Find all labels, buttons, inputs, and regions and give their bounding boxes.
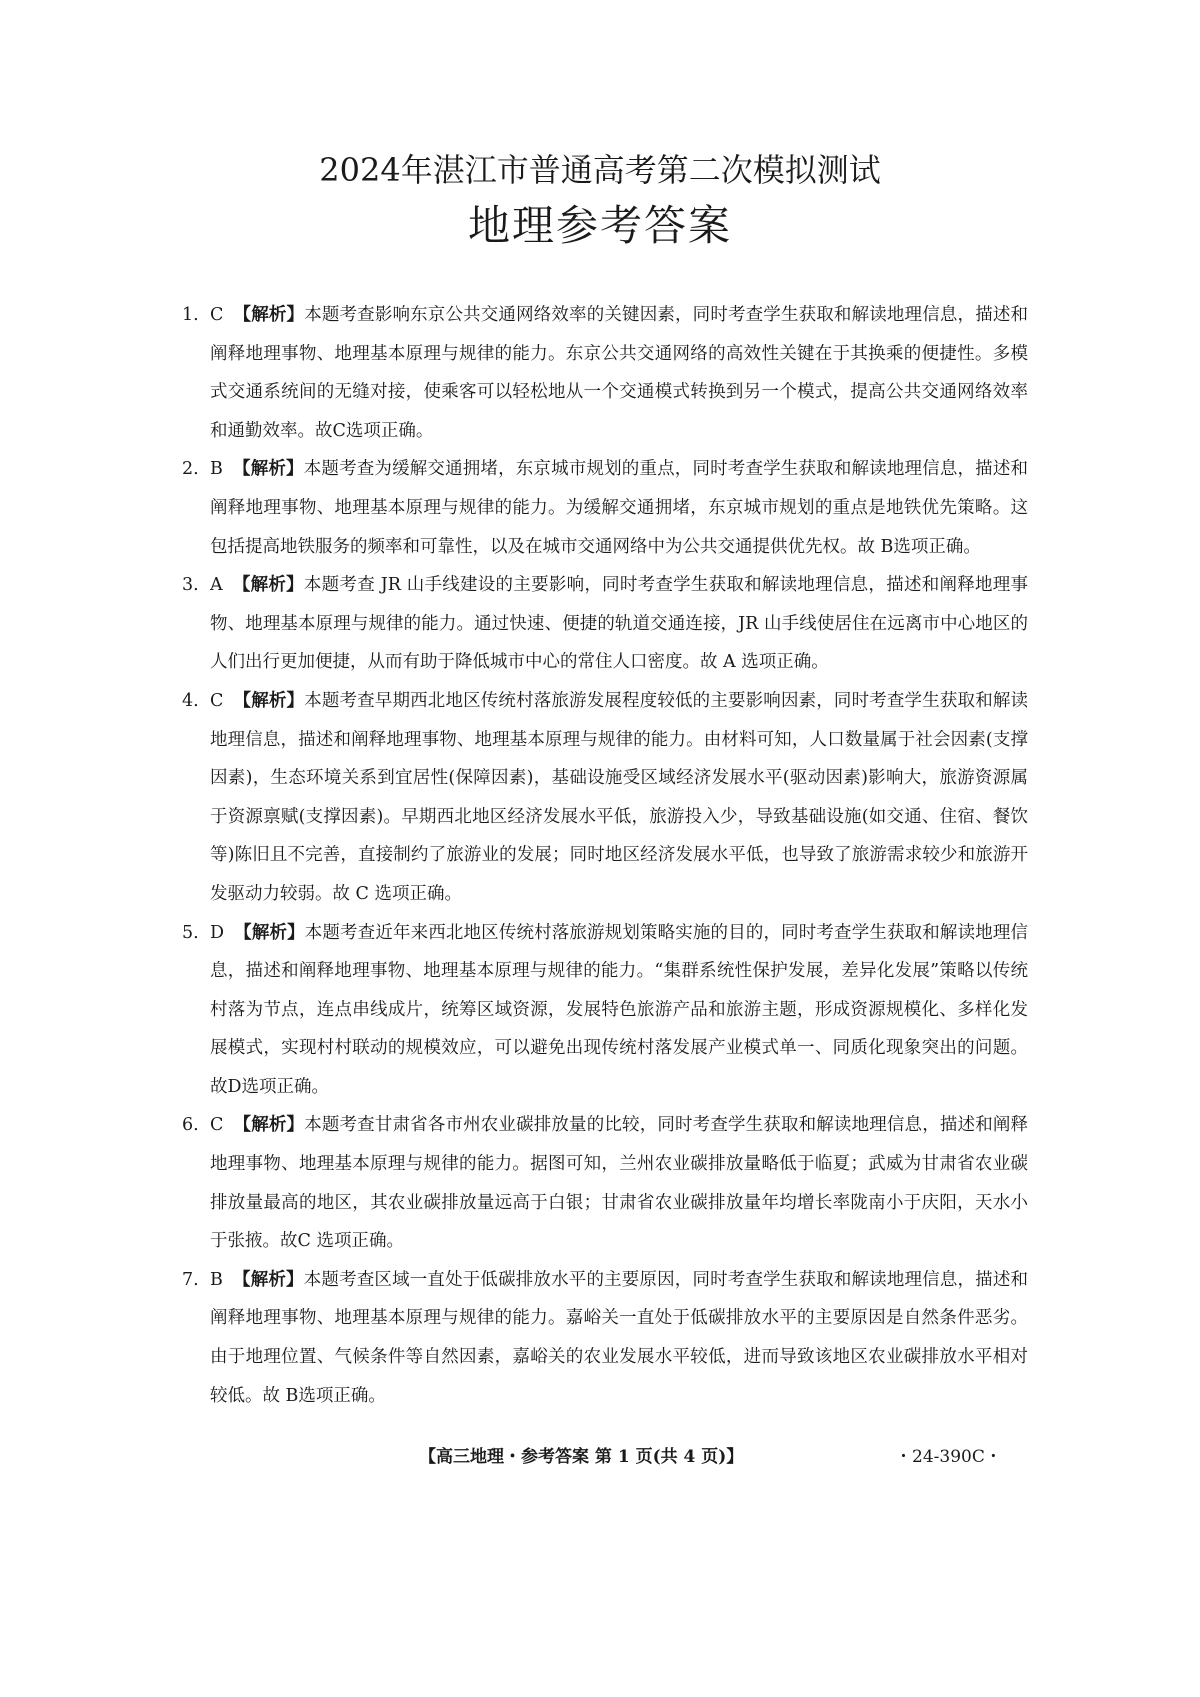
analysis-tag: 【解析】: [232, 459, 304, 480]
question-number: 2.: [182, 459, 199, 480]
analysis-tag: 【解析】: [232, 575, 304, 596]
answer-item-1: [182, 296, 1028, 450]
page-footer: [0, 1442, 1200, 1472]
question-number: 7.: [182, 1269, 199, 1290]
analysis-text: 本题考查区域一直处于低碳排放水平的主要原因，同时考查学生获取和解读地理信息，描述和阐释地理事物、地理基本原理与规律的能力。嘉峪关一直处于低碳排放水平的主要原因是自然条件恶劣。由于地理位置、气候条件等自然因素，嘉峪关的农业发展水平较低，进而导致该地区农业碳排放水平相对较低。故 B选项正确。: [210, 1269, 1029, 1406]
question-number: 1.: [182, 305, 199, 325]
answer-item-5: [182, 914, 1028, 1107]
answer-letter: C: [210, 690, 224, 711]
answer-letter: C: [210, 1115, 224, 1136]
analysis-text: 本题考查 JR 山手线建设的主要影响，同时考查学生获取和解读地理信息，描述和阐释地理事物、地理基本原理与规律的能力。通过快速、便捷的轨道交通连接，JR 山手线使居住在远离市中心地区的人们出行更加便捷，从而有助于降低城市中心的常住人口密度。故 A 选项正确。: [210, 575, 1028, 673]
analysis-text: 本题考查影响东京公共交通网络效率的关键因素，同时考查学生获取和解读地理信息，描述和阐释地理事物、地理基本原理与规律的能力。东京公共交通网络的高效性关键在于其换乘的便捷性。多模式交通系统间的无缝对接，使乘客可以轻松地从一个交通模式转换到另一个模式，提高公共交通网络效率和通勤效率。故C选项正确。: [210, 305, 1029, 441]
answer-letter: D: [210, 922, 225, 943]
answer-list: [182, 296, 1028, 1415]
question-number: 6.: [182, 1115, 199, 1136]
analysis-tag: 【解析】: [233, 305, 305, 325]
answer-key-title: 地理参考答案: [467, 201, 732, 250]
answer-item-6: [182, 1106, 1028, 1260]
analysis-text: 本题考查早期西北地区传统村落旅游发展程度较低的主要影响因素，同时考查学生获取和解读地理信息，描述和阐释地理事物、地理基本原理与规律的能力。由材料可知，人口数量属于社会因素(支撑因素)，生态环境关系到宜居性(保障因素)，基础设施受区域经济发展水平(驱动因素)影响大，旅游资源属于资源禀赋(支撑因素)。早期西北地区经济发展水平低，旅游投入少，导致基础设施(如交通、住宿、餐饮等)陈旧且不完善，直接制约了旅游业的发展；同时地区经济发展水平低，也导致了旅游需求较少和旅游开发驱动力较弱。故 C 选项正确。: [210, 690, 1029, 904]
answer-letter: A: [210, 575, 223, 596]
analysis-tag: 【解析】: [233, 690, 305, 711]
answer-item-7: [182, 1261, 1028, 1415]
question-number: 4.: [182, 690, 199, 711]
analysis-text: 本题考查近年来西北地区传统村落旅游规划策略实施的目的，同时考查学生获取和解读地理信息，描述和阐释地理事物、地理基本原理与规律的能力。“集群系统性保护发展，差异化发展”策略以传统村落为节点，连点串线成片，统筹区域资源，发展特色旅游产品和旅游主题，形成资源规模化、多样化发展模式，实现村村联动的规模效应，可以避免出现传统村落发展产业模式单一、同质化现象突出的问题。故D选项正确。: [210, 922, 1028, 1097]
answer-letter: B: [210, 459, 223, 480]
question-number: 3.: [182, 575, 199, 596]
analysis-text: 本题考查为缓解交通拥堵，东京城市规划的重点，同时考查学生获取和解读地理信息，描述和阐释地理事物、地理基本原理与规律的能力。为缓解交通拥堵，东京城市规划的重点是地铁优先策略。这包括提高地铁服务的频率和可靠性，以及在城市交通网络中为公共交通提供优先权。故 B选项正确。: [210, 459, 1029, 557]
analysis-text: 本题考查甘肃省各市州农业碳排放量的比较，同时考查学生获取和解读地理信息，描述和阐释地理事物、地理基本原理与规律的能力。据图可知，兰州农业碳排放量略低于临夏；武威为甘肃省农业碳排放量最高的地区，其农业碳排放量远高于白银；甘肃省农业碳排放量年均增长率陇南小于庆阳，天水小于张掖。故C 选项正确。: [210, 1115, 1029, 1252]
answer-item-2: [182, 450, 1028, 566]
question-number: 5.: [182, 922, 199, 943]
answer-letter: C: [210, 305, 224, 325]
analysis-tag: 【解析】: [233, 1115, 305, 1136]
footer-page-info: 【高三地理・参考答案 第 1 页(共 4 页)】: [419, 1447, 744, 1467]
answer-item-3: [182, 566, 1028, 682]
analysis-tag: 【解析】: [234, 922, 305, 943]
answer-item-4: [182, 682, 1028, 914]
footer-paper-code: ・24-390C・: [895, 1447, 1002, 1467]
answer-letter: B: [210, 1269, 223, 1290]
analysis-tag: 【解析】: [232, 1269, 304, 1290]
exam-title: 2024年湛江市普通高考第二次模拟测试: [319, 151, 881, 189]
